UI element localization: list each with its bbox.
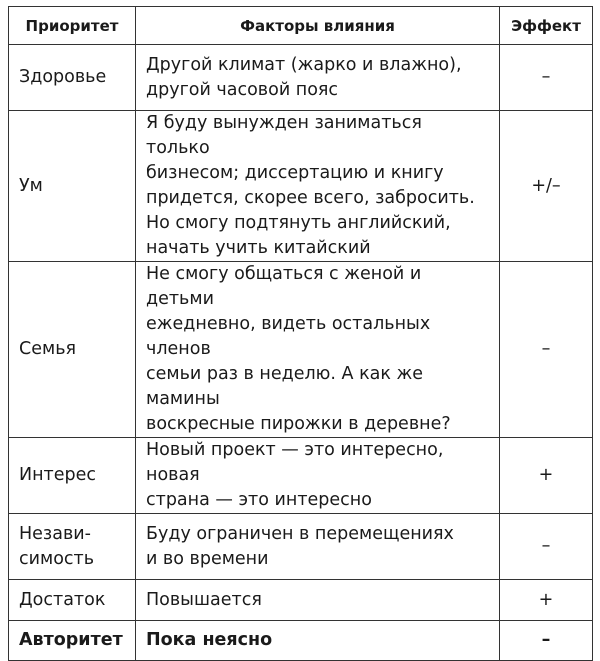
effect-cell: –	[500, 514, 593, 580]
factors-cell: Повышается	[136, 580, 500, 621]
factors-cell: Не смогу общаться с женой и детьми ежедневно, видеть остальных членов семьи раз в неделю. А как же мамины воскресные пирожки в деревне?	[136, 262, 500, 438]
priority-cell: Достаток	[9, 580, 136, 621]
table-row	[9, 514, 593, 580]
factors-cell: Я буду вынужден заниматься только бизнесом; диссертацию и книгу придется, скорее всего, забросить. Но смогу подтянуть английский, начать учить китайский	[136, 111, 500, 262]
table-row	[9, 621, 593, 661]
header-factors: Факторы влияния	[136, 7, 500, 45]
effect-cell: –	[500, 45, 593, 111]
priority-cell: Семья	[9, 262, 136, 438]
factors-cell: Новый проект — это интересно, новая страна — это интересно	[136, 438, 500, 514]
factors-cell: Другой климат (жарко и влажно), другой часовой пояс	[136, 45, 500, 111]
table-row	[9, 111, 593, 262]
priority-cell: Здоровье	[9, 45, 136, 111]
table-row	[9, 262, 593, 438]
effect-cell: +/–	[500, 111, 593, 262]
priority-cell: Авторитет	[9, 621, 136, 661]
header-effect: Эффект	[500, 7, 593, 45]
header-priority: Приоритет	[9, 7, 136, 45]
effect-cell: –	[500, 262, 593, 438]
priority-cell: Интерес	[9, 438, 136, 514]
effect-cell: –	[500, 621, 593, 661]
factors-cell: Пока неясно	[136, 621, 500, 661]
factors-cell: Буду ограничен в перемещениях и во времени	[136, 514, 500, 580]
effect-cell: +	[500, 580, 593, 621]
priority-cell: Незави- симость	[9, 514, 136, 580]
table-row	[9, 580, 593, 621]
effect-cell: +	[500, 438, 593, 514]
priorities-table	[8, 6, 593, 661]
table-row	[9, 45, 593, 111]
header-row	[9, 7, 593, 45]
priority-cell: Ум	[9, 111, 136, 262]
table-row	[9, 438, 593, 514]
